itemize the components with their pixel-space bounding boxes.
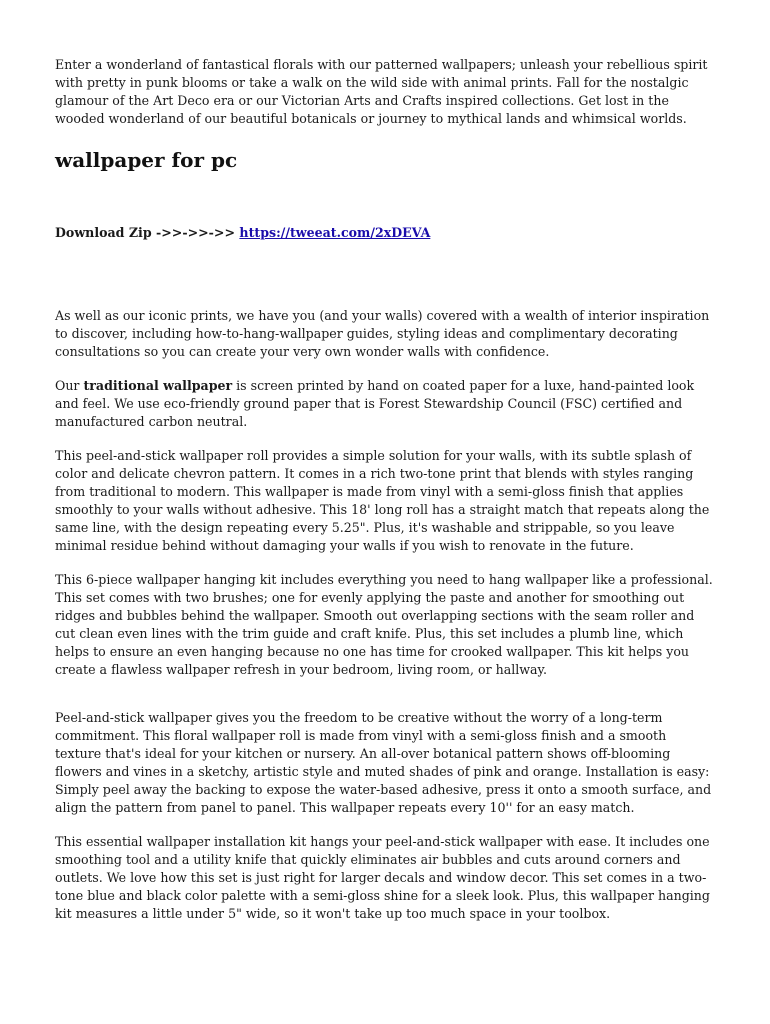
paragraph-peel-stick-roll: This peel-and-stick wallpaper roll provides a simple solution for your walls, with its subtle splash of color and delicate chevron pattern. It comes in a rich two-tone print that blends with styles ranging from traditional to modern. This wallpaper is made from vinyl with a semi-gloss finish that applies smoothly to your walls without adhesive. This 18' long roll has a straight match that repeats along the same line, with the design repeating every 5.25". Plus, it's washable and strippable, so you leave minimal residue behind without damaging your walls if you wish to renovate in the future.: [55, 448, 710, 553]
paragraph-floral-roll: Peel-and-stick wallpaper gives you the freedom to be creative without the worry of a long-term commitment. This floral wallpaper roll is made from vinyl with a semi-gloss finish and a smooth texture that's ideal for your kitchen or nursery. An all-over botanical pattern shows off-blooming flowers and vines in a sketchy, artistic style and muted shades of pink and orange. Installation is easy: Simply peel away the backing to expose the water-based adhesive, press it onto a smooth surface, and align the pattern from panel to panel. This wallpaper repeats every 10'' for an easy match.: [55, 710, 712, 815]
document-page: [55, 56, 715, 923]
paragraph-traditional-rest: is screen printed by hand on coated paper for a luxe, hand-painted look and feel. We use eco-friendly ground paper that is Forest Stewardship Council (FSC) certified and manufactured carbon neutral.: [55, 378, 695, 429]
paragraph-traditional-lead: Our: [55, 378, 84, 393]
download-line: [55, 224, 715, 242]
paragraph-hanging-kit: This 6-piece wallpaper hanging kit includes everything you need to hang wallpaper like a professional. This set comes with two brushes; one for evenly applying the paste and another for smoothing out ridges and bubbles behind the wallpaper. Smooth out overlapping sections with the seam roller and cut clean even lines with the trim guide and craft knife. Plus, this set includes a plumb line, which helps to ensure an even hanging because no one has time for crooked wallpaper. This kit helps you create a flawless wallpaper refresh in your bedroom, living room, or hallway.: [55, 572, 713, 677]
download-label: Download Zip ->>->>->>: [55, 225, 240, 240]
page-title: wallpaper for pc: [55, 148, 238, 172]
download-link[interactable]: https://tweeat.com/2xDEVA: [239, 225, 431, 240]
intro-paragraph: Enter a wonderland of fantastical florals with our patterned wallpapers; unleash your rebellious spirit with pretty in punk blooms or take a walk on the wild side with animal prints. Fall for the nostalgic glamour of the Art Deco era or our Victorian Arts and Crafts inspired collections. Get lost in the wooded wonderland of our beautiful botanicals or journey to mythical lands and whimsical worlds.: [55, 57, 708, 126]
paragraph-installation-kit: This essential wallpaper installation kit hangs your peel-and-stick wallpaper with ease. It includes one smoothing tool and a utility knife that quickly eliminates air bubbles and cuts around corners and outlets. We love how this set is just right for larger decals and window decor. This set comes in a two-tone blue and black color palette with a semi-gloss shine for a sleek look. Plus, this wallpaper hanging kit measures a little under 5" wide, so it won't take up too much space in your toolbox.: [55, 834, 710, 921]
paragraph-traditional: [55, 377, 715, 431]
traditional-wallpaper-term: traditional wallpaper: [83, 378, 233, 393]
paragraph-inspiration: As well as our iconic prints, we have you (and your walls) covered with a wealth of interior inspiration to discover, including how-to-hang-wallpaper guides, styling ideas and complimentary decorating consultations so you can create your very own wonder walls with confidence.: [55, 308, 710, 359]
